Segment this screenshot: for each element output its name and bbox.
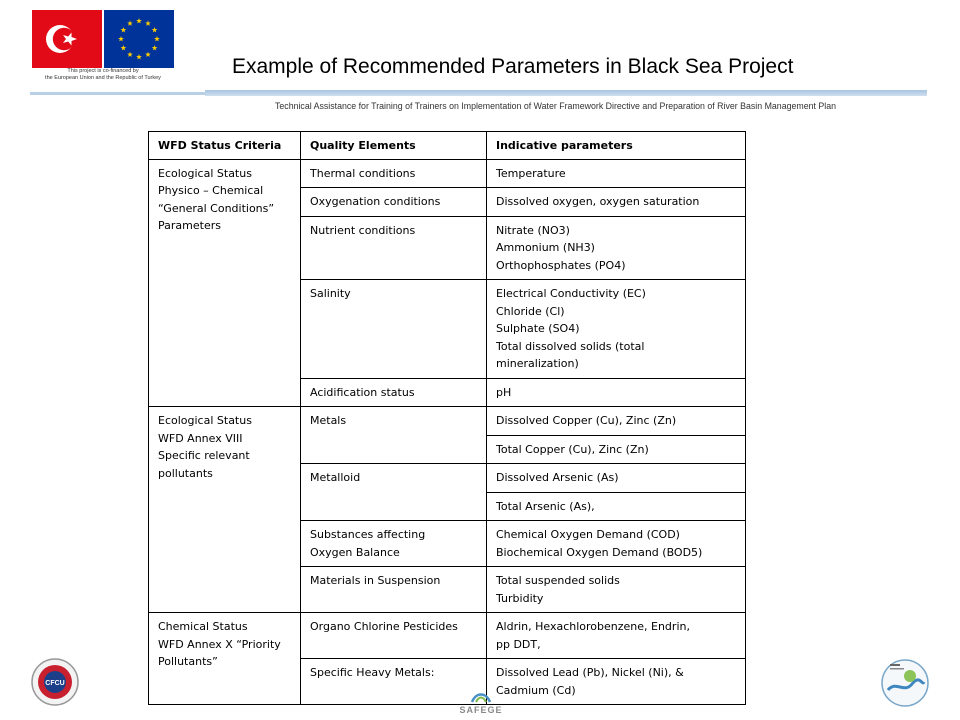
- parameter-line: Chloride (Cl): [496, 304, 565, 318]
- status-criteria-cell: [149, 159, 301, 407]
- parameter-line: Aldrin, Hexachlorobenzene, Endrin,: [496, 620, 690, 633]
- indicative-parameter-cell: [487, 435, 746, 464]
- criteria-line: Ecological Status: [158, 414, 252, 427]
- table-header-row: [149, 132, 746, 160]
- parameter-line: Nitrate (NO3): [496, 223, 570, 237]
- quality-element-cell: [301, 407, 487, 464]
- indicative-parameter-cell: [487, 492, 746, 521]
- parameter-line: Temperature: [496, 166, 566, 180]
- parameter-line: Dissolved oxygen, oxygen saturation: [496, 195, 700, 208]
- parameters-table: [148, 131, 746, 705]
- header-quality-elements: Quality Elements: [301, 132, 487, 160]
- cfcu-logo-text: CFCU: [45, 680, 65, 687]
- criteria-line: Ecological Status: [158, 166, 252, 180]
- parameter-line: Sulphate (SO4): [496, 322, 580, 335]
- indicative-parameter-cell: [487, 567, 746, 613]
- parameter-line: Dissolved Lead (Pb), Nickel (Ni), &: [496, 666, 684, 679]
- eu-flag-icon: [104, 10, 174, 68]
- parameter-line: pH: [496, 385, 512, 399]
- criteria-line: Chemical Status: [158, 620, 248, 633]
- quality-element-line: Salinity: [310, 287, 351, 300]
- parameter-line: Orthophosphates (PO4): [496, 258, 626, 272]
- parameter-line: Total dissolved solids (total: [496, 339, 645, 353]
- parameter-line: Total Arsenic (As),: [496, 499, 595, 513]
- status-criteria-cell: [149, 613, 301, 705]
- quality-element-line: Specific Heavy Metals:: [310, 666, 435, 679]
- page-title: Example of Recommended Parameters in Black Sea Project: [232, 55, 794, 78]
- criteria-line: Specific relevant: [158, 449, 250, 462]
- ministry-logo: [880, 658, 930, 708]
- indicative-parameter-cell: [487, 216, 746, 280]
- quality-element-line: Oxygen Balance: [310, 545, 400, 559]
- indicative-parameter-cell: [487, 188, 746, 217]
- table-row: [149, 613, 746, 659]
- indicative-parameter-cell: [487, 521, 746, 567]
- header-divider-left: [30, 92, 210, 95]
- parameter-line: Dissolved Copper (Cu), Zinc (Zn): [496, 414, 677, 427]
- parameter-line: Turbidity: [496, 591, 544, 605]
- quality-element-line: Oxygenation conditions: [310, 195, 441, 208]
- parameter-line: Biochemical Oxygen Demand (BOD5): [496, 545, 703, 559]
- criteria-line: pollutants: [158, 466, 213, 480]
- quality-element-line: Acidification status: [310, 385, 415, 399]
- quality-element-line: Organo Chlorine Pesticides: [310, 620, 458, 633]
- cofinance-note: [32, 68, 174, 81]
- header-divider: [205, 90, 927, 96]
- criteria-line: WFD Annex X “Priority: [158, 637, 281, 651]
- quality-element-line: Metalloid: [310, 471, 361, 484]
- cfcu-logo: [30, 657, 80, 707]
- quality-element-cell: [301, 567, 487, 613]
- indicative-parameter-cell: [487, 613, 746, 659]
- parameter-line: pp DDT,: [496, 637, 541, 651]
- criteria-line: Parameters: [158, 219, 221, 232]
- status-criteria-cell: [149, 407, 301, 613]
- cofinance-line-2: the European Union and the Republic of Turkey: [45, 74, 161, 81]
- cofinance-flags: [32, 10, 174, 81]
- quality-element-cell: [301, 280, 487, 379]
- quality-element-line: Materials in Suspension: [310, 574, 441, 587]
- parameter-line: mineralization): [496, 357, 579, 370]
- parameter-line: Dissolved Arsenic (As): [496, 471, 619, 484]
- table-body: [149, 159, 746, 705]
- turkey-flag-icon: [32, 10, 102, 68]
- indicative-parameter-cell: [487, 407, 746, 436]
- indicative-parameter-cell: [487, 378, 746, 407]
- quality-element-line: Substances affecting: [310, 528, 426, 541]
- quality-element-cell: [301, 378, 487, 407]
- parameter-line: Total Copper (Cu), Zinc (Zn): [496, 442, 649, 456]
- quality-element-line: Thermal conditions: [310, 166, 416, 180]
- quality-element-line: Nutrient conditions: [310, 223, 416, 237]
- quality-element-cell: [301, 216, 487, 280]
- parameter-line: Electrical Conductivity (EC): [496, 287, 646, 300]
- criteria-line: Physico – Chemical: [158, 184, 264, 197]
- quality-element-cell: [301, 188, 487, 217]
- parameter-line: Cadmium (Cd): [496, 683, 576, 697]
- project-subtitle: Technical Assistance for Training of Trainers on Implementation of Water Framework Directive and Preparation of River Basin Management Plan: [275, 101, 836, 111]
- header-status-criteria: WFD Status Criteria: [149, 132, 301, 160]
- parameter-line: Total suspended solids: [496, 574, 620, 587]
- indicative-parameter-cell: [487, 280, 746, 379]
- cofinance-line-1: This project is co-financed by: [67, 68, 139, 74]
- parameter-line: Ammonium (NH3): [496, 241, 595, 254]
- quality-element-cell: [301, 159, 487, 188]
- safege-logo: [448, 690, 514, 718]
- quality-element-line: Metals: [310, 414, 347, 427]
- quality-element-cell: [301, 464, 487, 521]
- criteria-line: “General Conditions”: [158, 201, 275, 215]
- parameter-line: Chemical Oxygen Demand (COD): [496, 528, 680, 541]
- table-row: [149, 407, 746, 436]
- criteria-line: Pollutants”: [158, 655, 218, 668]
- indicative-parameter-cell: [487, 464, 746, 493]
- indicative-parameter-cell: [487, 159, 746, 188]
- indicative-parameter-cell: [487, 659, 746, 705]
- criteria-line: WFD Annex VIII: [158, 431, 243, 445]
- quality-element-cell: [301, 613, 487, 659]
- table-row: [149, 159, 746, 188]
- safege-logo-text: SAFEGE: [459, 705, 503, 715]
- quality-element-cell: [301, 521, 487, 567]
- header-indicative-parameters: Indicative parameters: [487, 132, 746, 160]
